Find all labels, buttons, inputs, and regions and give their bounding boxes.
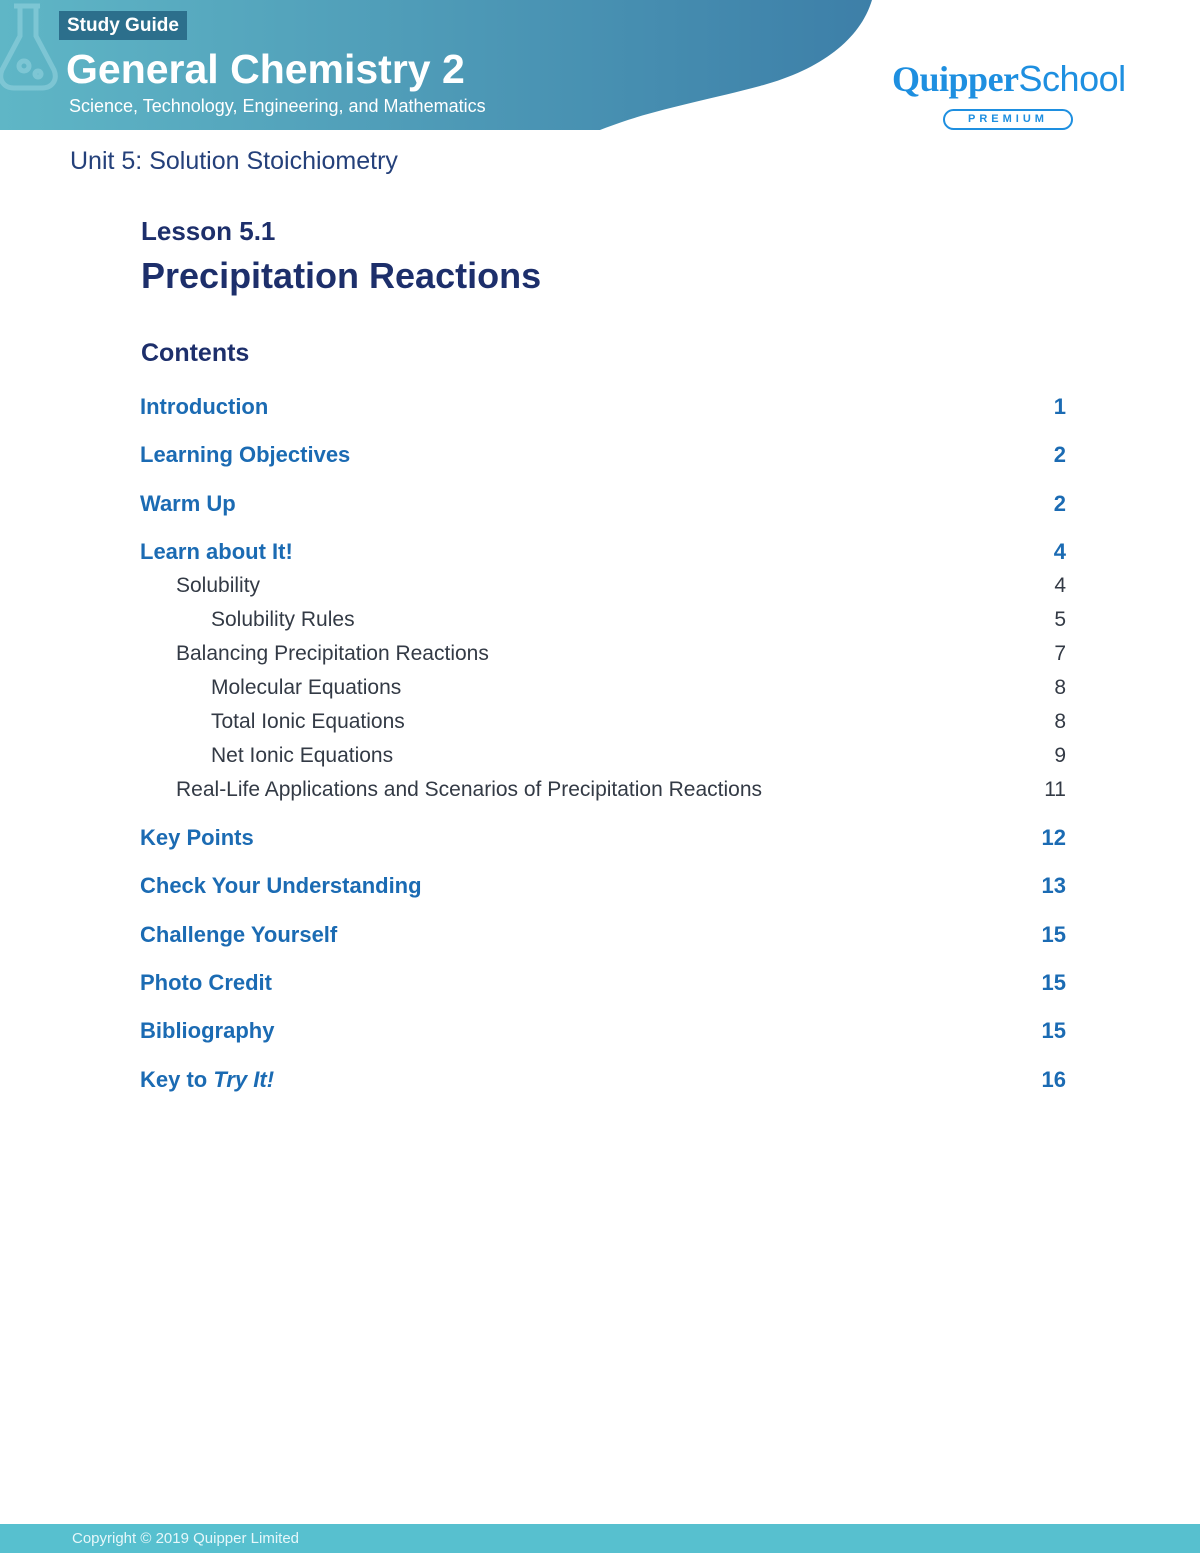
toc-item-learning-objectives[interactable] <box>0 440 1200 470</box>
toc-label[interactable]: Total Ionic Equations <box>211 710 405 733</box>
toc-item-net-ionic-equations[interactable] <box>0 741 1200 771</box>
toc-item-total-ionic-equations[interactable] <box>0 707 1200 737</box>
toc-label[interactable]: Check Your Understanding <box>140 873 422 898</box>
toc-page-number[interactable]: 7 <box>1054 642 1066 665</box>
toc-page-number[interactable]: 12 <box>1041 825 1066 850</box>
toc-page-number[interactable]: 1 <box>1053 394 1066 419</box>
toc-label[interactable]: Learn about It! <box>140 539 293 564</box>
footer-bar <box>0 1524 1200 1553</box>
toc-item-balancing-precipitation-reactions[interactable] <box>0 639 1200 669</box>
toc-item-solubility[interactable] <box>0 571 1200 601</box>
toc-item-challenge-yourself[interactable] <box>0 920 1200 950</box>
toc-page-number[interactable]: 8 <box>1054 710 1066 733</box>
toc-label[interactable] <box>140 1065 274 1095</box>
study-guide-tag: Study Guide <box>59 11 187 40</box>
unit-title: Unit 5: Solution Stoichiometry <box>70 147 398 175</box>
toc-label[interactable]: Photo Credit <box>140 970 272 995</box>
toc-page-number[interactable]: 8 <box>1054 676 1066 699</box>
toc-label[interactable]: Warm Up <box>140 491 236 516</box>
toc-page-number[interactable]: 15 <box>1041 922 1066 947</box>
toc-item-photo-credit[interactable] <box>0 968 1200 998</box>
toc-page-number[interactable]: 2 <box>1053 442 1066 467</box>
toc-page-number[interactable]: 11 <box>1044 778 1066 801</box>
toc-item-solubility-rules[interactable] <box>0 605 1200 635</box>
toc-label[interactable]: Learning Objectives <box>140 442 351 467</box>
toc-label[interactable]: Bibliography <box>140 1018 275 1043</box>
logo-school-text: School <box>1018 58 1126 99</box>
toc-label[interactable]: Key Points <box>140 825 254 850</box>
premium-badge: PREMIUM <box>943 109 1073 130</box>
copyright-text: Copyright © 2019 Quipper Limited <box>72 1530 300 1547</box>
toc-page-number[interactable]: 4 <box>1053 539 1066 564</box>
course-title: General Chemistry 2 <box>66 46 465 92</box>
toc-page-number[interactable]: 2 <box>1053 491 1066 516</box>
toc-page-number[interactable]: 9 <box>1054 744 1066 767</box>
toc-item-introduction[interactable] <box>0 392 1200 422</box>
toc-item-key-points[interactable] <box>0 823 1200 853</box>
toc-page-number[interactable]: 13 <box>1041 873 1066 898</box>
toc-label[interactable]: Balancing Precipitation Reactions <box>176 642 489 665</box>
toc-label[interactable]: Introduction <box>140 394 269 419</box>
lesson-title: Precipitation Reactions <box>141 255 542 296</box>
toc-label[interactable]: Net Ionic Equations <box>211 744 394 767</box>
toc-page-number[interactable]: 5 <box>1054 608 1066 631</box>
toc-label-prefix: Key to <box>140 1067 214 1092</box>
toc-page-number[interactable]: 15 <box>1041 970 1066 995</box>
toc-item-learn-about-it[interactable] <box>0 537 1200 567</box>
logo-quipper-text: Quipper <box>892 59 1019 99</box>
flask-icon <box>0 0 62 92</box>
toc-item-warm-up[interactable] <box>0 489 1200 519</box>
contents-heading: Contents <box>141 339 250 367</box>
toc-item-key-to-try-it[interactable] <box>0 1065 1200 1095</box>
toc-item-bibliography[interactable] <box>0 1016 1200 1046</box>
toc-label[interactable]: Solubility <box>176 574 261 597</box>
toc-label-italic: Try It! <box>213 1067 275 1092</box>
toc-item-molecular-equations[interactable] <box>0 673 1200 703</box>
toc-item-real-life-applications[interactable] <box>0 775 1200 805</box>
toc-item-check-your-understanding[interactable] <box>0 871 1200 901</box>
toc-label[interactable]: Real-Life Applications and Scenarios of Precipitation Reactions <box>176 778 763 801</box>
toc-label[interactable]: Molecular Equations <box>211 676 402 699</box>
lesson-number: Lesson 5.1 <box>141 216 276 246</box>
course-subtitle: Science, Technology, Engineering, and Mathematics <box>69 96 486 116</box>
quipper-school-logo <box>892 58 1126 102</box>
toc-page-number[interactable]: 15 <box>1041 1018 1066 1043</box>
toc-label[interactable]: Solubility Rules <box>211 608 355 631</box>
toc-page-number[interactable]: 16 <box>1041 1067 1066 1092</box>
toc-label[interactable]: Challenge Yourself <box>140 922 338 947</box>
toc-page-number[interactable]: 4 <box>1054 574 1066 597</box>
